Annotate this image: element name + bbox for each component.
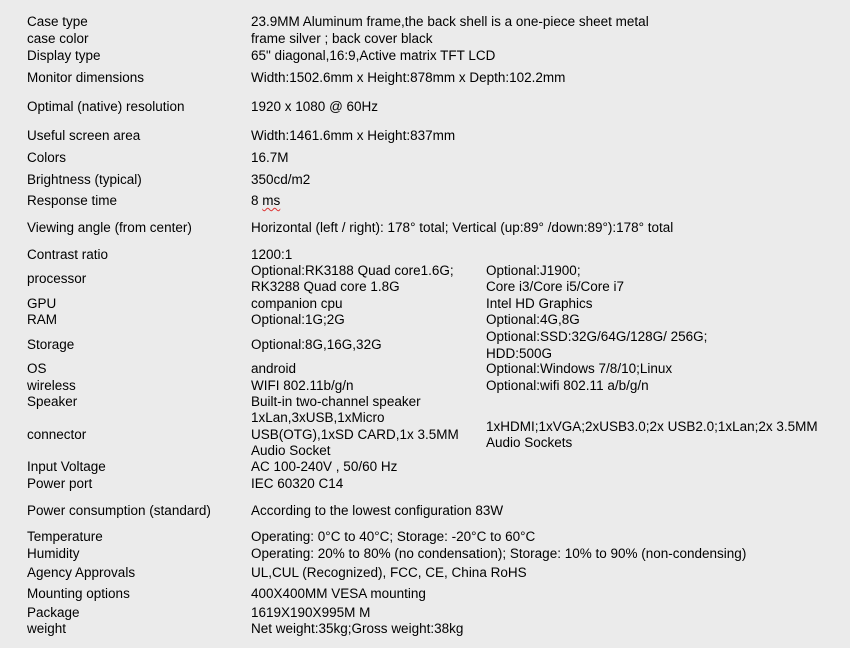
spec-value-option-b: Optional:wifi 802.11 a/b/g/n (486, 378, 649, 393)
spec-label: Agency Approvals (27, 565, 136, 580)
spec-value-option-b: Core i3/Core i5/Core i7 (486, 279, 625, 294)
spec-value-option-a: companion cpu (251, 296, 343, 311)
spec-label: Response time (27, 193, 118, 208)
spec-label: OS (27, 361, 47, 376)
spec-value-option-a: RK3288 Quad core 1.8G (251, 279, 400, 294)
spec-label: Contrast ratio (27, 247, 109, 262)
spec-label: Speaker (27, 394, 78, 409)
response-time-number: 8 (251, 193, 263, 208)
spec-label: Display type (27, 48, 101, 63)
spec-value: 350cd/m2 (251, 172, 311, 187)
spec-value: Width:1461.6mm x Height:837mm (251, 128, 456, 143)
spec-label: Input Voltage (27, 459, 106, 474)
spec-label: wireless (27, 378, 76, 393)
spec-label: RAM (27, 312, 57, 327)
spec-value: 1200:1 (251, 247, 293, 262)
spec-value-option-b: Audio Sockets (486, 435, 573, 450)
spec-label: Humidity (27, 546, 80, 561)
spec-value-option-a: Audio Socket (251, 443, 331, 458)
spec-value: Built-in two-channel speaker (251, 394, 421, 409)
spec-value: 1920 x 1080 @ 60Hz (251, 99, 379, 114)
spec-label: Temperature (27, 529, 103, 544)
spec-label: Storage (27, 337, 75, 352)
spec-label: Brightness (typical) (27, 172, 142, 187)
spec-value-option-b: Optional:4G,8G (486, 312, 580, 327)
spec-value: Net weight:35kg;Gross weight:38kg (251, 621, 464, 636)
spec-label: Case type (27, 14, 88, 29)
spec-value: Operating: 20% to 80% (no condensation); Storage: 10% to 90% (non-condensing) (251, 546, 747, 561)
spec-value-option-b: Optional:Windows 7/8/10;Linux (486, 361, 673, 376)
spec-label: Monitor dimensions (27, 70, 145, 85)
spec-label: connector (27, 427, 87, 442)
spec-value-option-b: 1xHDMI;1xVGA;2xUSB3.0;2x USB2.0;1xLan;2x 3.5MM (486, 419, 818, 434)
spec-label: case color (27, 31, 89, 46)
spec-value: Operating: 0°C to 40°C; Storage: -20°C to 60°C (251, 529, 536, 544)
spec-value: 400X400MM VESA mounting (251, 586, 426, 601)
spec-value: According to the lowest configuration 83W (251, 503, 504, 518)
spec-value-option-b: HDD:500G (486, 346, 553, 361)
spec-value-option-a: Optional:RK3188 Quad core1.6G; (251, 263, 454, 278)
spec-label: Colors (27, 150, 67, 165)
response-time-unit: ms (262, 193, 281, 208)
spec-label: GPU (27, 296, 57, 311)
spec-value-option-a: USB(OTG),1xSD CARD,1x 3.5MM (251, 427, 459, 442)
spec-value-option-a: Optional:1G;2G (251, 312, 345, 327)
spec-label: Power port (27, 476, 93, 491)
spec-value-option-b: Optional:SSD:32G/64G/128G/ 256G; (486, 329, 708, 344)
spec-value-option-a: android (251, 361, 297, 376)
spec-value-option-b: Intel HD Graphics (486, 296, 593, 311)
spec-value: 65" diagonal,16:9,Active matrix TFT LCD (251, 48, 496, 63)
spec-value: AC 100-240V , 50/60 Hz (251, 459, 398, 474)
spec-label: processor (27, 271, 87, 286)
spec-label: Viewing angle (from center) (27, 220, 192, 235)
spec-label: Mounting options (27, 586, 130, 601)
spec-value: frame silver ; back cover black (251, 31, 433, 46)
spec-value: 16.7M (251, 150, 289, 165)
spec-label: Power consumption (standard) (27, 503, 211, 518)
spec-value: Width:1502.6mm x Height:878mm x Depth:102.2mm (251, 70, 566, 85)
spec-value (251, 193, 280, 210)
spec-value: 23.9MM Aluminum frame,the back shell is a one-piece sheet metal (251, 14, 649, 29)
spec-label: Optimal (native) resolution (27, 99, 185, 114)
spec-value: 1619X190X995M M (251, 605, 371, 620)
spec-label: Useful screen area (27, 128, 141, 143)
spec-value: UL,CUL (Recognized), FCC, CE, China RoHS (251, 565, 527, 580)
spec-value-option-a: 1xLan,3xUSB,1xMicro (251, 410, 385, 425)
spec-value-option-b: Optional:J1900; (486, 263, 581, 278)
spec-value-option-a: WIFI 802.11b/g/n (251, 378, 354, 393)
spec-label: Package (27, 605, 80, 620)
spec-value: IEC 60320 C14 (251, 476, 344, 491)
spec-label: weight (27, 621, 67, 636)
spec-value: Horizontal (left / right): 178° total; Vertical (up:89° /down:89°):178° total (251, 220, 674, 235)
spec-value-option-a: Optional:8G,16G,32G (251, 337, 382, 352)
